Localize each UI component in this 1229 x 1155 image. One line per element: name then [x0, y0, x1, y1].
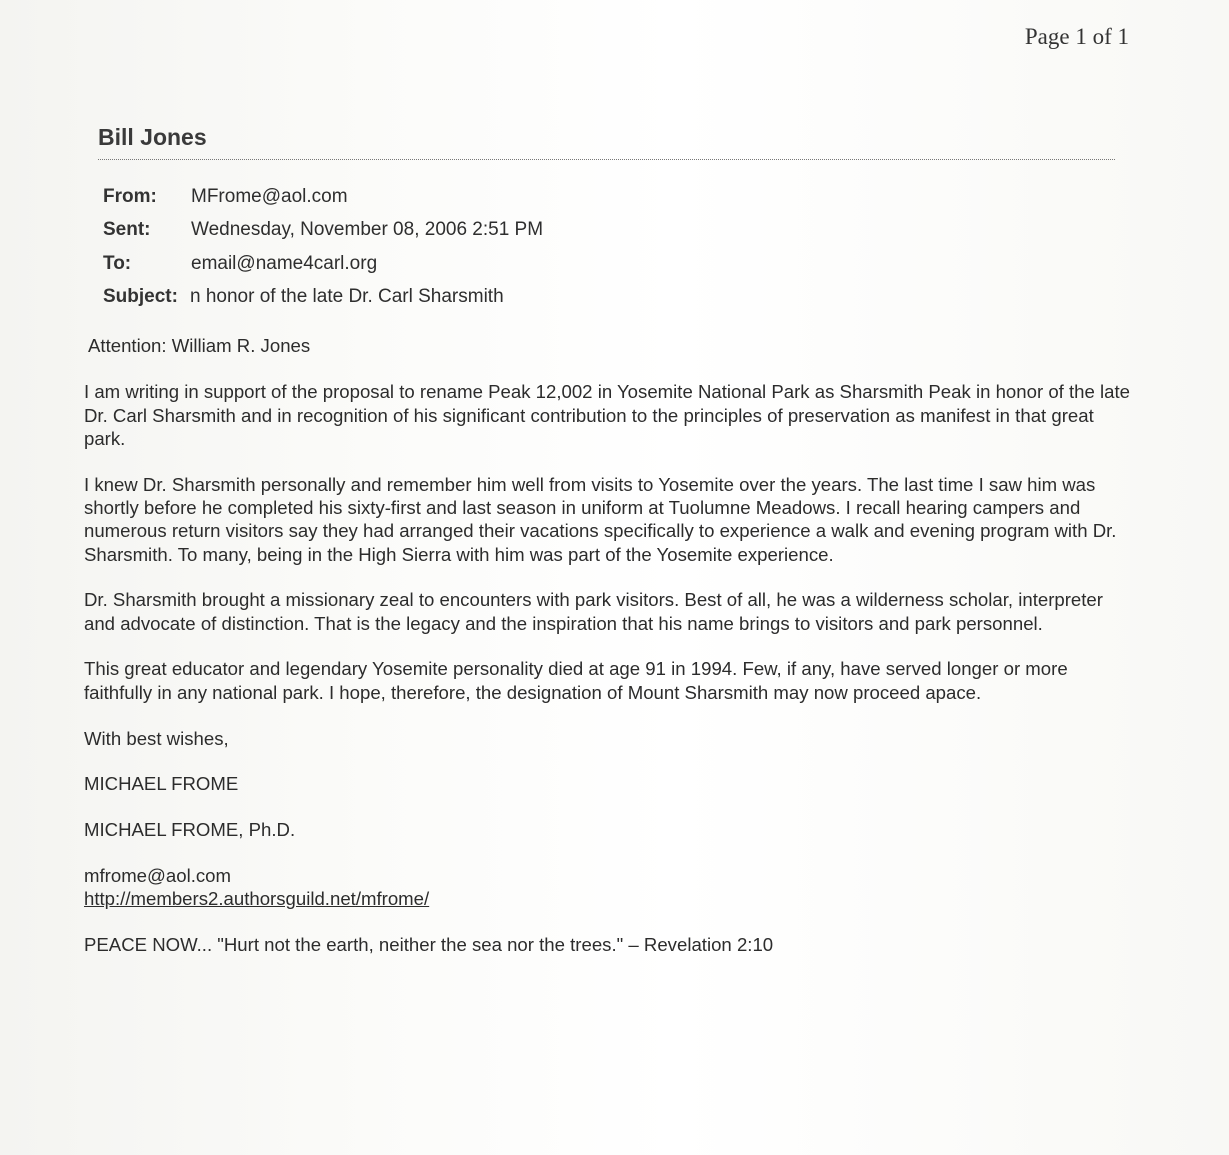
from-label: From:: [103, 185, 157, 207]
contact-email: mfrome@aol.com: [84, 864, 231, 886]
closing-line: With best wishes,: [84, 727, 229, 749]
website-link[interactable]: http://members2.authorsguild.net/mfrome/: [84, 888, 430, 910]
from-value: MFrome@aol.com: [191, 185, 348, 207]
page-number: Page 1 of 1: [1024, 24, 1129, 49]
subject-row: [103, 281, 543, 315]
body-paragraph: Dr. Sharsmith brought a missionary zeal to encounters with park visitors. Best of all, he was a wilderness scholar, interpreter and advocate of distinction. That is the legacy and the inspiration that his name brings to visitors and park personnel.: [84, 589, 1103, 634]
header-divider: [98, 159, 1115, 160]
body-paragraph: I knew Dr. Sharsmith personally and remember him well from visits to Yosemite over the years. The last time I saw him was shortly before he completed his sixty-first and last season in uniform at Tuolumne Meadows. I recall hearing campers and numerous return visitors say they had arranged their vacations specifically to experience a walk and evening program with Dr. Sharsmith. To many, being in the High Sierra with him was part of the Yosemite experience.: [84, 473, 1117, 565]
email-body: [84, 334, 1144, 979]
to-value: email@name4carl.org: [191, 252, 378, 274]
attention-line: Attention: William R. Jones: [88, 335, 311, 356]
to-row: [103, 247, 543, 281]
to-label: To:: [103, 252, 132, 274]
sent-label: Sent:: [103, 219, 151, 241]
signature-title: MICHAEL FROME, Ph.D.: [84, 819, 296, 841]
subject-value: n honor of the late Dr. Carl Sharsmith: [190, 286, 504, 308]
body-paragraph: This great educator and legendary Yosemite personality died at age 91 in 1994. Few, if any, have served longer or more faithfully in any national park. I hope, therefore, the designation of Mount Sharsmith may now proceed apace.: [84, 658, 1068, 703]
email-headers: [103, 180, 543, 314]
mailbox-owner-name: Bill Jones: [98, 124, 207, 150]
subject-label: Subject:: [103, 286, 178, 308]
from-row: [103, 180, 543, 214]
contact-block: [84, 864, 1144, 911]
signature-name: MICHAEL FROME: [84, 773, 239, 795]
tagline: PEACE NOW... "Hurt not the earth, neither the sea nor the trees." – Revelation 2:10: [84, 934, 774, 956]
sent-value: Wednesday, November 08, 2006 2:51 PM: [191, 219, 544, 241]
sent-row: [103, 214, 543, 248]
body-paragraph: I am writing in support of the proposal to rename Peak 12,002 in Yosemite National Park as Sharsmith Peak in honor of the late Dr. Carl Sharsmith and in recognition of his significant contribution to the principles of preservation as manifest in that great park.: [84, 381, 1130, 449]
